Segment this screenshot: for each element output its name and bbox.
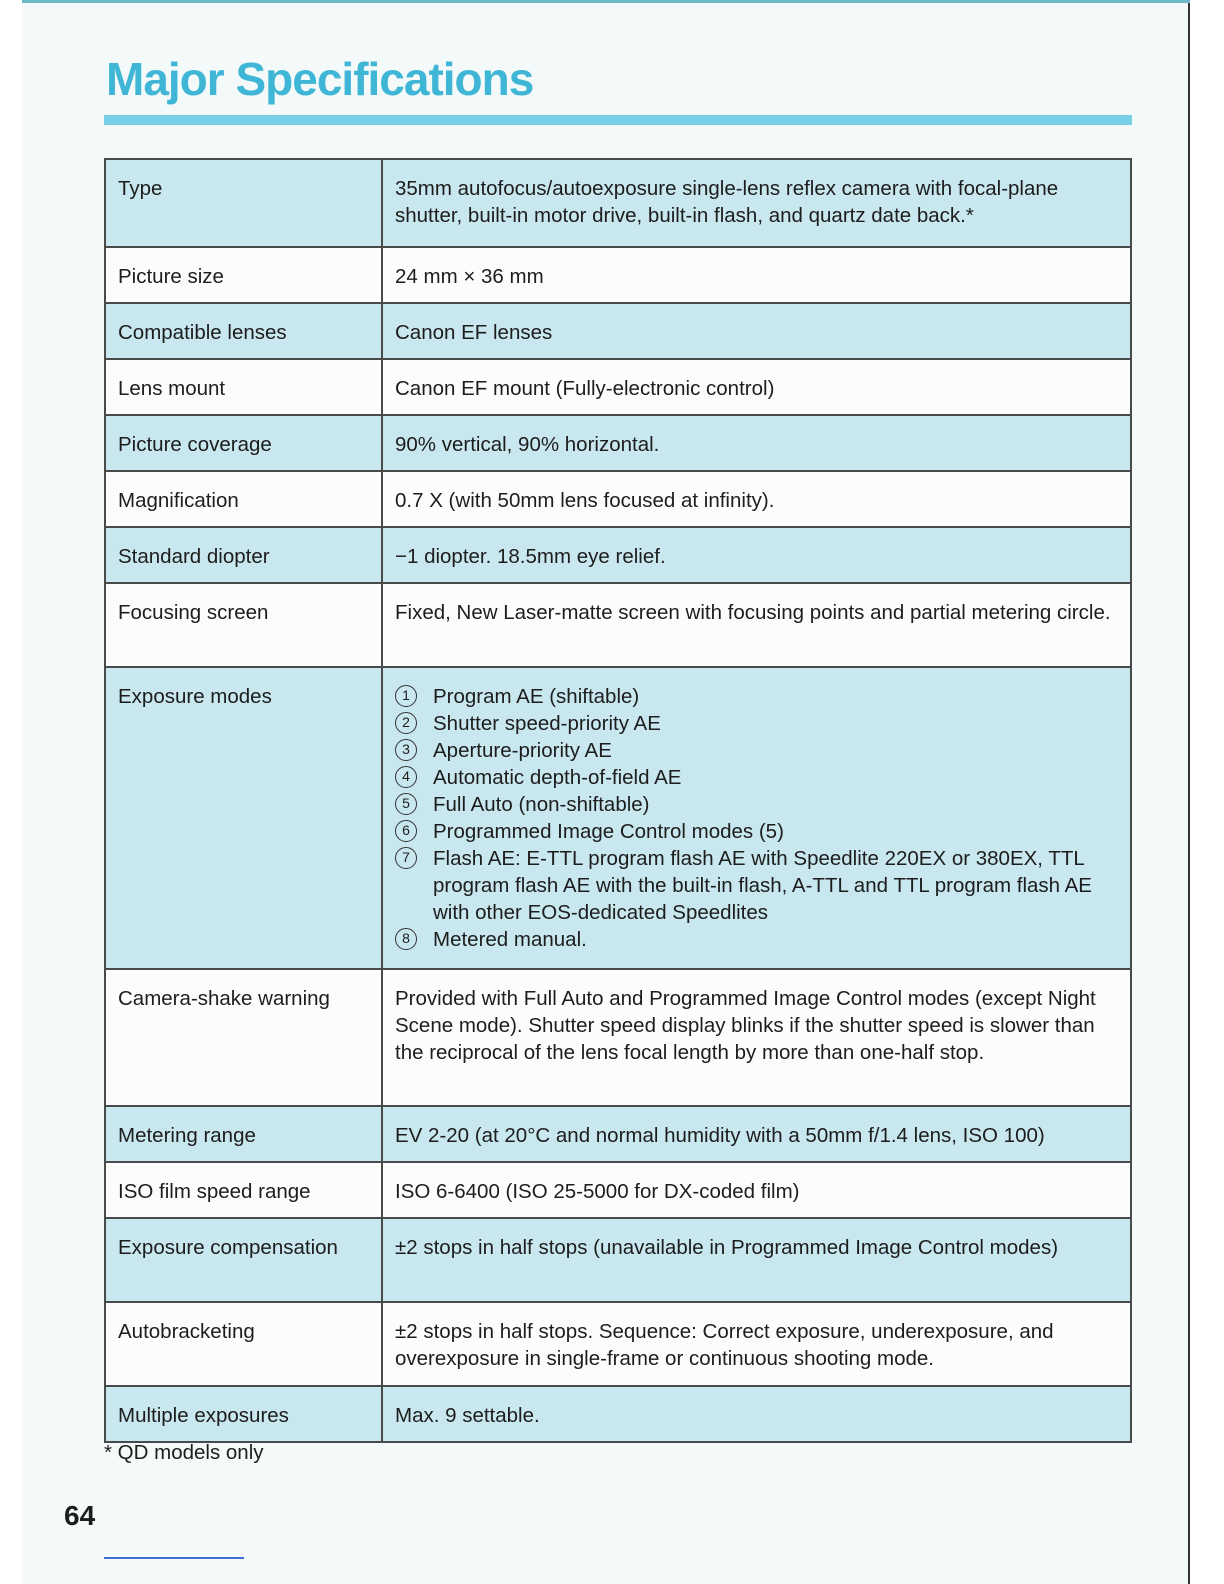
- spec-row-magnification: [105, 471, 1131, 527]
- spec-label: Focusing screen: [105, 583, 382, 667]
- spec-row-exposure-modes: [105, 667, 1131, 969]
- list-item: [395, 926, 1114, 953]
- mode-text: Full Auto (non-shiftable): [433, 793, 650, 816]
- spec-value: EV 2-20 (at 20°C and normal humidity with a 50mm f/1.4 lens, ISO 100): [382, 1106, 1131, 1162]
- spec-value: 0.7 X (with 50mm lens focused at infinity).: [382, 471, 1131, 527]
- spec-value: 90% vertical, 90% horizontal.: [382, 415, 1131, 471]
- spec-label: ISO film speed range: [105, 1162, 382, 1218]
- spec-value: 35mm autofocus/autoexposure single-lens reflex camera with focal-plane shutter, built-in motor drive, built-in flash, and quartz date back.*: [382, 159, 1131, 247]
- spec-row-standard-diopter: [105, 527, 1131, 583]
- exposure-modes-list: [395, 683, 1114, 953]
- list-item: [395, 737, 1114, 764]
- bottom-link-mark: [104, 1557, 244, 1559]
- spec-row-camera-shake-warning: [105, 969, 1131, 1106]
- specifications-table: [104, 158, 1132, 1443]
- mode-text: Automatic depth-of-field AE: [433, 766, 682, 789]
- spec-label: Compatible lenses: [105, 303, 382, 359]
- spec-value: ±2 stops in half stops (unavailable in Programmed Image Control modes): [382, 1218, 1131, 1302]
- spec-row-metering-range: [105, 1106, 1131, 1162]
- list-item: [395, 764, 1114, 791]
- spec-label: Camera-shake warning: [105, 969, 382, 1106]
- spec-label: Picture size: [105, 247, 382, 303]
- spec-label: Autobracketing: [105, 1302, 382, 1386]
- spec-row-iso-film-speed-range: [105, 1162, 1131, 1218]
- spec-value: −1 diopter. 18.5mm eye relief.: [382, 527, 1131, 583]
- spec-value: [382, 667, 1131, 969]
- spec-row-compatible-lenses: [105, 303, 1131, 359]
- spec-label: Exposure compensation: [105, 1218, 382, 1302]
- spec-value: 24 mm × 36 mm: [382, 247, 1131, 303]
- circled-number: 1: [395, 685, 417, 707]
- mode-text: Programmed Image Control modes (5): [433, 820, 784, 843]
- mode-text: Shutter speed-priority AE: [433, 712, 661, 735]
- list-item: [395, 683, 1114, 710]
- spec-value: Fixed, New Laser-matte screen with focusing points and partial metering circle.: [382, 583, 1131, 667]
- spec-value: Provided with Full Auto and Programmed Image Control modes (except Night Scene mode). Shutter speed display blinks if the shutter speed is slower than the reciprocal of the lens focal length by more than one-half stop.: [382, 969, 1131, 1106]
- top-rule: [22, 0, 1190, 3]
- spec-label: Exposure modes: [105, 667, 382, 969]
- mode-text: Metered manual.: [433, 928, 587, 951]
- spec-label: Multiple exposures: [105, 1386, 382, 1442]
- spec-value: Canon EF lenses: [382, 303, 1131, 359]
- spec-value: Canon EF mount (Fully-electronic control): [382, 359, 1131, 415]
- spec-value: ±2 stops in half stops. Sequence: Correct exposure, underexposure, and overexposure in single-frame or continuous shooting mode.: [382, 1302, 1131, 1386]
- title-underline: [104, 115, 1132, 125]
- circled-number: 5: [395, 793, 417, 815]
- circled-number: 3: [395, 739, 417, 761]
- spec-row-type: [105, 159, 1131, 247]
- spec-label: Standard diopter: [105, 527, 382, 583]
- spec-row-lens-mount: [105, 359, 1131, 415]
- spec-row-exposure-compensation: [105, 1218, 1131, 1302]
- spec-row-focusing-screen: [105, 583, 1131, 667]
- spec-value: Max. 9 settable.: [382, 1386, 1131, 1442]
- spec-label: Metering range: [105, 1106, 382, 1162]
- spec-label: Type: [105, 159, 382, 247]
- list-item: [395, 818, 1114, 845]
- page-title: Major Specifications: [106, 53, 534, 105]
- circled-number: 8: [395, 928, 417, 950]
- circled-number: 7: [395, 847, 417, 869]
- circled-number: 4: [395, 766, 417, 788]
- circled-number: 6: [395, 820, 417, 842]
- list-item: [395, 791, 1114, 818]
- mode-text: Aperture-priority AE: [433, 739, 612, 762]
- list-item: [395, 845, 1114, 926]
- spec-row-multiple-exposures: [105, 1386, 1131, 1442]
- spec-row-picture-size: [105, 247, 1131, 303]
- mode-text: Flash AE: E-TTL program flash AE with Speedlite 220EX or 380EX, TTL program flash AE with the built-in flash, A-TTL and TTL program flash AE with other EOS-dedicated Speedlites: [433, 847, 1092, 924]
- spec-row-autobracketing: [105, 1302, 1131, 1386]
- spec-value: ISO 6-6400 (ISO 25-5000 for DX-coded film): [382, 1162, 1131, 1218]
- spec-label: Magnification: [105, 471, 382, 527]
- spec-label: Lens mount: [105, 359, 382, 415]
- spec-row-picture-coverage: [105, 415, 1131, 471]
- spec-label: Picture coverage: [105, 415, 382, 471]
- manual-page: [22, 0, 1190, 1584]
- page-number: 64: [64, 1500, 96, 1531]
- mode-text: Program AE (shiftable): [433, 685, 640, 708]
- footnote: * QD models only: [104, 1441, 264, 1464]
- circled-number: 2: [395, 712, 417, 734]
- list-item: [395, 710, 1114, 737]
